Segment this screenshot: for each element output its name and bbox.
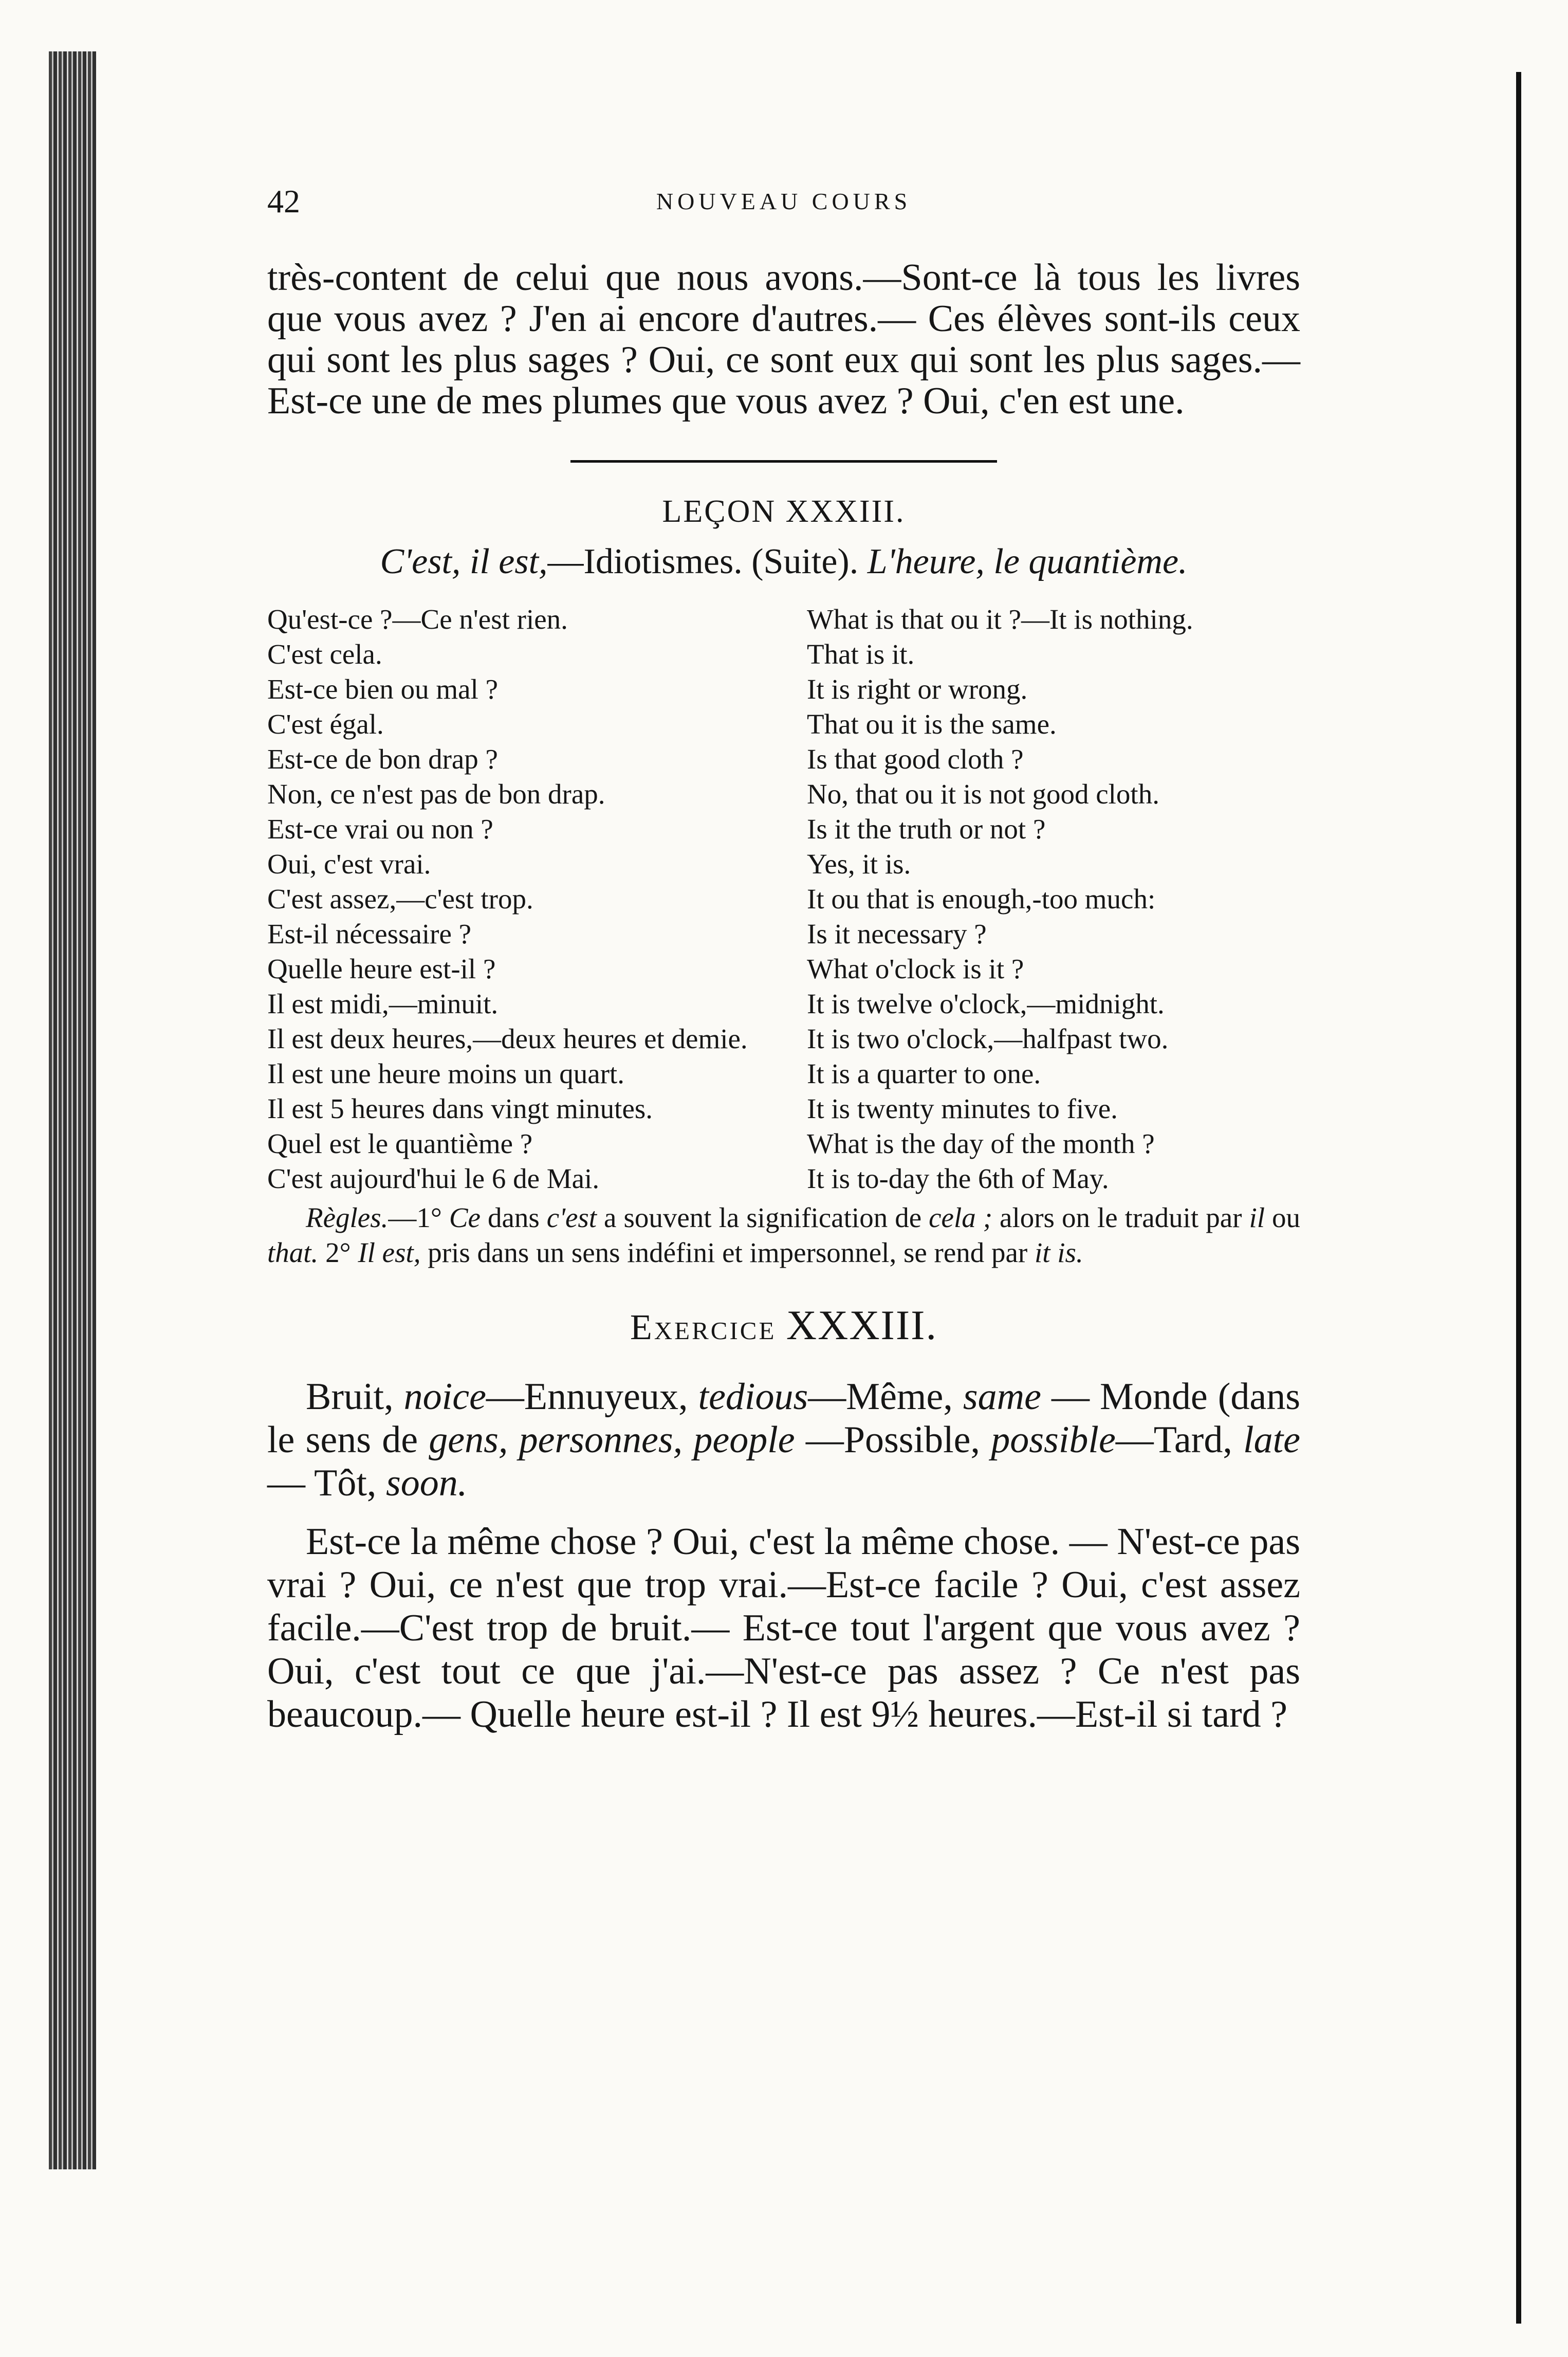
vocab-french: Il est 5 heures dans vingt minutes. [267, 1093, 653, 1124]
vocab-french: Oui, c'est vrai. [267, 848, 431, 880]
vocab-french: C'est assez,—c'est trop. [267, 883, 533, 915]
page-number: 42 [267, 183, 300, 220]
vocab-english: It is twenty minutes to five. [807, 1093, 1118, 1124]
lesson-title: LEÇON XXXIII. [662, 494, 906, 529]
vocab-english: That ou it is the same. [807, 708, 1057, 740]
vocab-english: What is the day of the month ? [807, 1128, 1155, 1159]
vocab-french: Quel est le quantième ? [267, 1128, 533, 1159]
vocab-french: C'est égal. [267, 708, 384, 740]
vocab-english: Yes, it is. [807, 848, 911, 880]
book-binding-edge [49, 51, 96, 2169]
vocab-english: No, that ou it is not good cloth. [807, 778, 1159, 810]
vocab-english: Is that good cloth ? [807, 743, 1024, 775]
vocab-french: Qu'est-ce ?—Ce n'est rien. [267, 604, 568, 635]
vocab-french: Quelle heure est-il ? [267, 953, 496, 984]
exercise-vocabulary: Bruit, noice—Ennuyeux, tedious—Même, same — Monde (dans le sens de gens, personnes, people —Possible, possible—Tard, late— Tôt, soon. [267, 1376, 1301, 1504]
vocab-english: Is it the truth or not ? [807, 813, 1046, 845]
exercise-title: Exercice XXXIII. [630, 1302, 937, 1348]
vocab-french: Il est une heure moins un quart. [267, 1058, 624, 1089]
page-edge-line [1516, 72, 1521, 2324]
vocab-french: Est-ce de bon drap ? [267, 743, 498, 775]
vocab-english: It is two o'clock,—halfpast two. [807, 1023, 1169, 1054]
vocab-french: Est-ce bien ou mal ? [267, 673, 498, 705]
vocab-french: Il est deux heures,—deux heures et demie. [267, 1023, 748, 1054]
vocab-english: It is twelve o'clock,—midnight. [807, 988, 1165, 1019]
vocab-french: Est-ce vrai ou non ? [267, 813, 493, 845]
vocab-french: Non, ce n'est pas de bon drap. [267, 778, 605, 810]
vocab-english: It is to-day the 6th of May. [807, 1163, 1109, 1194]
vocab-english: What o'clock is it ? [807, 953, 1024, 984]
vocab-english: What is that ou it ?—It is nothing. [807, 604, 1193, 635]
vocab-english: It ou that is enough,-too much: [807, 883, 1156, 915]
vocab-english: It is right or wrong. [807, 673, 1028, 705]
vocab-french: C'est cela. [267, 638, 382, 670]
vocab-english: Is it necessary ? [807, 918, 987, 949]
vocabulary-table [267, 602, 1300, 1196]
vocab-french: Il est midi,—minuit. [267, 988, 499, 1019]
running-title: NOUVEAU COURS [656, 188, 912, 214]
lesson-subtitle: C'est, il est,—Idiotismes. (Suite). L'heure, le quantième. [380, 542, 1188, 581]
vocab-english: That is it. [807, 638, 915, 670]
section-divider [570, 460, 997, 463]
rules-paragraph: Règles.—1° Ce dans c'est a souvent la signification de cela ; alors on le traduit par il ou that. 2° Il est, pris dans un sens indéfini et impersonnel, se rend par it is. [267, 1202, 1300, 1268]
vocab-english: It is a quarter to one. [807, 1058, 1041, 1089]
intro-paragraph: très-content de celui que nous avons.—Sont-ce là tous les livres que vous avez ? J'en ai encore d'autres.— Ces élèves sont-ils ceux qui sont les plus sages ? Oui, ce sont eux qui sont les plus sages.—Est-ce une de mes plumes que vous avez ? Oui, c'en est une. [267, 257, 1300, 422]
vocab-french: C'est aujourd'hui le 6 de Mai. [267, 1163, 600, 1194]
book-page [267, 182, 1300, 1736]
exercise-text: Est-ce la même chose ? Oui, c'est la même chose. — N'est-ce pas vrai ? Oui, ce n'est que trop vrai.—Est-ce facile ? Oui, c'est assez facile.—C'est trop de bruit.— Est-ce tout l'argent que vous avez ? Oui, c'est tout ce que j'ai.—N'est-ce pas assez ? Ce n'est pas beaucoup.— Quelle heure est-il ? Il est 9½ heures.—Est-il si tard ? [267, 1521, 1300, 1735]
page-header [267, 182, 1300, 224]
vocab-french: Est-il nécessaire ? [267, 918, 472, 949]
